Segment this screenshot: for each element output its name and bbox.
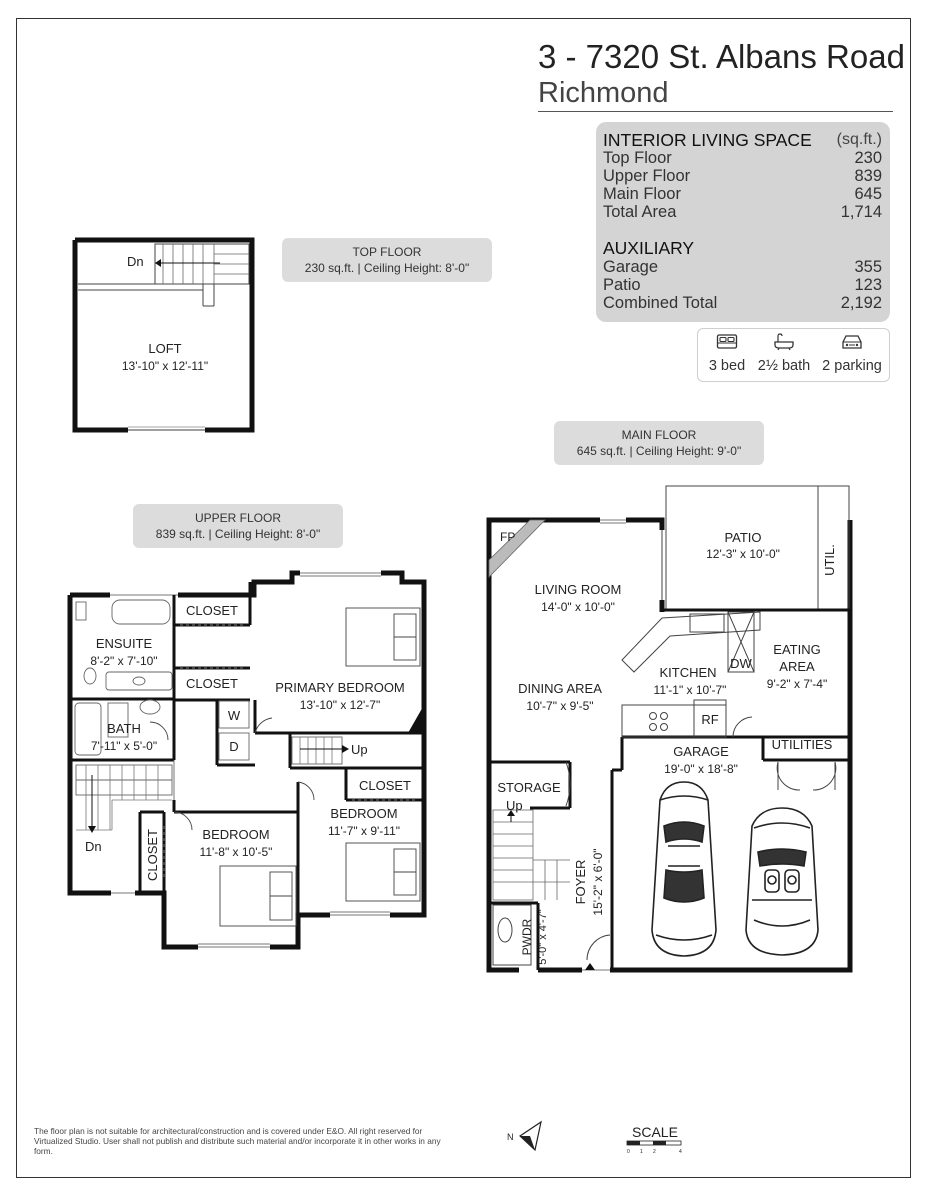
upper-floor-plan: [70, 573, 424, 947]
stat-label: Garage: [603, 258, 659, 276]
bedroom2-name: BEDROOM: [202, 827, 270, 842]
upper-floor-info: 839 sq.ft. | Ceiling Height: 8'-0": [155, 527, 321, 541]
beds-label: 3 bed: [708, 358, 746, 374]
primary-bedroom-dim: 13'-10" x 12'-7": [299, 698, 381, 712]
eating-area-name-2: AREA: [779, 659, 815, 674]
scale-bar: [627, 1141, 682, 1155]
washer-label: W: [227, 708, 241, 723]
upper-floor-title: UPPER FLOOR: [194, 511, 281, 525]
util-small-label: UTIL.: [822, 544, 837, 576]
scale-tick: 4: [679, 1149, 682, 1155]
dishwasher-label: DW: [730, 656, 752, 671]
car-right-icon: [746, 808, 818, 955]
powder-room-dim: 5'-0" x 4'-7": [537, 909, 549, 965]
eating-area-name-1: EATING: [773, 642, 821, 657]
fireplace-label: FP: [500, 530, 516, 544]
address-line-1: 3 - 7320 St. Albans Road: [538, 38, 905, 75]
main-floor-plan: [489, 486, 850, 970]
stat-value: 355: [854, 258, 882, 276]
main-floor-info: 645 sq.ft. | Ceiling Height: 9'-0": [576, 444, 742, 458]
foyer-name: FOYER: [573, 859, 588, 905]
loft-dim: 13'-10" x 12'-11": [121, 359, 209, 373]
main-up-label: Up: [506, 798, 523, 813]
ensuite-dim: 8'-2" x 7'-10": [90, 654, 158, 668]
patio-name: PATIO: [724, 530, 762, 545]
stat-label: Total Area: [603, 203, 677, 221]
stat-value: 230: [854, 149, 882, 167]
baths-label: 2½ bath: [757, 358, 811, 374]
scale-label: SCALE: [632, 1124, 678, 1140]
powder-room-name: PWDR: [520, 918, 534, 956]
stat-label: Upper Floor: [603, 167, 691, 185]
dining-area-name: DINING AREA: [518, 681, 602, 696]
parking-label: 2 parking: [822, 358, 882, 374]
auxiliary-heading: AUXILIARY: [603, 238, 695, 258]
upper-dn-label: Dn: [85, 839, 102, 854]
ensuite-name: ENSUITE: [95, 636, 153, 651]
living-room-name: LIVING ROOM: [534, 582, 622, 597]
fridge-label: RF: [701, 712, 719, 727]
stat-value: 645: [854, 185, 882, 203]
scale-tick: 0: [627, 1149, 630, 1155]
primary-bedroom-name: PRIMARY BEDROOM: [275, 680, 405, 695]
storage-label: STORAGE: [497, 780, 561, 795]
stat-label: Top Floor: [603, 149, 672, 167]
scale-tick: 1: [640, 1149, 643, 1155]
top-floor-info: 230 sq.ft. | Ceiling Height: 8'-0": [304, 261, 470, 275]
stat-label: Main Floor: [603, 185, 681, 203]
stat-label: Patio: [603, 276, 641, 294]
dining-area-dim: 10'-7" x 9'-5": [526, 699, 594, 713]
eating-area-dim: 9'-2" x 7'-4": [766, 677, 828, 691]
stat-value: 839: [854, 167, 882, 185]
top-dn-label: Dn: [127, 254, 144, 269]
dryer-label: D: [229, 739, 239, 754]
utilities-label: UTILITIES: [771, 737, 833, 752]
bath-dim: 7'-11" x 5'-0": [90, 739, 158, 753]
interior-heading: INTERIOR LIVING SPACE: [603, 130, 812, 150]
kitchen-dim: 11'-1" x 10'-7": [653, 683, 727, 697]
disclaimer-text: The floor plan is not suitable for architectural/construction and is covered under E&O. All right reserved for Virtualized Studio. User shall not publish and distribute such material and/or incorporate it in other works in any form.: [34, 1126, 441, 1156]
bedroom2-dim: 11'-8" x 10'-5": [199, 845, 273, 859]
foyer-dim: 15'-2" x 6'-0": [591, 848, 605, 916]
compass-north-label: N: [507, 1132, 514, 1142]
patio-dim: 12'-3" x 10'-0": [706, 547, 780, 561]
closet-bedroom2-label: CLOSET: [145, 828, 160, 882]
bedroom3-name: BEDROOM: [330, 806, 398, 821]
closet-top-label: CLOSET: [185, 603, 239, 618]
top-floor-plan: [75, 240, 252, 430]
garage-name: GARAGE: [673, 744, 729, 759]
kitchen-name: KITCHEN: [659, 665, 717, 680]
car-left-icon: [652, 782, 716, 956]
bath-name: BATH: [107, 721, 141, 736]
unit-label: (sq.ft.): [836, 131, 882, 148]
closet-bedroom3-label: CLOSET: [358, 778, 412, 793]
garage-dim: 19'-0" x 18'-8": [664, 762, 738, 776]
upper-up-label: Up: [351, 742, 368, 757]
closet-middle-label: CLOSET: [185, 676, 239, 691]
main-floor-title: MAIN FLOOR: [621, 428, 697, 442]
compass-icon: [507, 1122, 541, 1150]
stat-value: 123: [854, 276, 882, 294]
loft-name: LOFT: [148, 341, 182, 356]
scale-tick: 2: [653, 1149, 656, 1155]
stat-label: Combined Total: [603, 294, 718, 312]
living-room-dim: 14'-0" x 10'-0": [541, 600, 615, 614]
stat-value: 2,192: [840, 294, 882, 312]
stat-value: 1,714: [840, 203, 882, 221]
top-floor-title: TOP FLOOR: [352, 245, 422, 259]
address-line-2: Richmond: [538, 77, 669, 109]
bedroom3-dim: 11'-7" x 9'-11": [327, 824, 401, 838]
